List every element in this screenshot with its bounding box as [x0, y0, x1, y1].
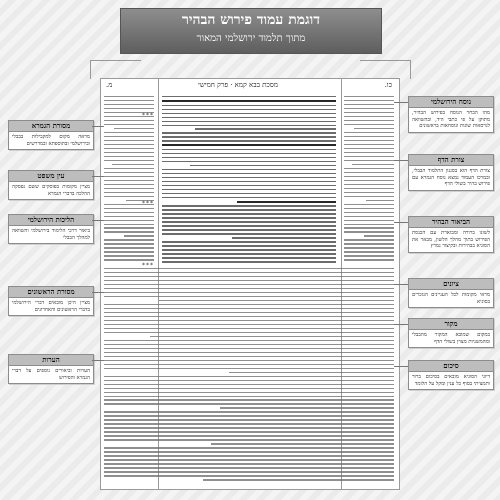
text-line	[104, 384, 394, 385]
text-line	[104, 227, 154, 228]
page-subtitle: מתוך תלמוד ירושלמי המאור	[196, 33, 306, 44]
text-line	[344, 231, 394, 232]
box-title: נוסח הירושלמי	[409, 97, 493, 108]
text-line	[112, 164, 154, 165]
text-line	[104, 184, 154, 185]
connector-line	[394, 366, 408, 367]
text-line	[344, 220, 394, 221]
text-line	[203, 479, 394, 480]
text-line	[344, 112, 394, 113]
text-line	[344, 247, 394, 248]
text-line	[104, 216, 154, 217]
text-line	[344, 192, 394, 193]
section-marker: ***	[142, 200, 154, 207]
box-text: במקום שמובא המקור מהבבלי ומהמשניות מצוין בשולי הדף	[412, 332, 490, 345]
text-line	[104, 224, 154, 225]
text-line	[344, 104, 394, 105]
text-line	[344, 196, 394, 197]
box-title: מקור	[409, 319, 493, 330]
text-line	[104, 280, 394, 281]
text-line	[104, 435, 394, 436]
section-marker: ***	[142, 262, 154, 269]
page-header	[100, 78, 398, 92]
text-line	[344, 156, 394, 157]
box-title: עין משפט	[9, 171, 93, 182]
text-line	[104, 451, 394, 452]
text-line	[104, 439, 394, 440]
text-line	[104, 247, 154, 248]
text-line	[104, 196, 154, 197]
text-line	[162, 117, 336, 118]
box-title: מסורת הגמרא	[9, 121, 93, 132]
text-line	[104, 403, 394, 404]
text-line	[104, 308, 394, 309]
main-commentary-block	[104, 268, 394, 484]
box-title: ציונים	[409, 279, 493, 290]
box-title: צורת הדף	[409, 155, 493, 166]
box-text: מראי מקומות לכל העניינים הנזכרים בסוגיא	[412, 292, 490, 305]
text-line	[162, 249, 336, 250]
text-line	[162, 157, 336, 158]
text-line	[162, 205, 336, 206]
box-tzurat-hadaf	[408, 154, 494, 191]
text-line	[104, 344, 394, 345]
text-line	[104, 467, 394, 468]
text-line	[162, 100, 336, 102]
text-line	[104, 447, 394, 448]
text-line	[104, 180, 154, 181]
text-line	[104, 172, 154, 173]
text-line	[162, 96, 336, 97]
text-line	[104, 419, 394, 420]
text-line	[104, 239, 154, 240]
text-line	[104, 168, 154, 169]
text-line	[162, 125, 336, 126]
text-line	[104, 156, 154, 157]
text-line	[104, 176, 154, 177]
box-text: מראה מקום למקבילות בבבלי ובירושלמי ובתוספתא ובמדרשים	[12, 134, 90, 147]
text-line	[104, 332, 394, 333]
text-line	[344, 132, 394, 133]
connector-line	[394, 160, 408, 161]
text-line	[237, 201, 336, 203]
text-line	[104, 356, 394, 357]
text-line	[104, 144, 154, 145]
text-line	[104, 368, 394, 369]
main-text-block	[162, 96, 336, 264]
connector-right	[360, 60, 411, 79]
page-title: דוגמת עמוד פירוש הבהיר	[182, 12, 320, 28]
text-line	[162, 149, 336, 150]
text-line	[162, 209, 336, 210]
text-line	[344, 255, 394, 256]
left-commentary-text	[104, 96, 154, 264]
box-text: הערות וביאורים נוספים על דברי הגמרא והפירוש	[12, 368, 90, 381]
text-line	[104, 392, 394, 393]
text-line	[104, 304, 394, 305]
box-ein-mishpat	[8, 170, 94, 200]
text-line	[162, 189, 336, 190]
text-line	[162, 229, 336, 230]
box-makor	[408, 318, 494, 348]
connector-line	[394, 222, 408, 223]
text-line	[344, 172, 394, 173]
text-line	[344, 116, 394, 117]
text-line	[229, 372, 394, 373]
text-line	[104, 152, 154, 153]
connector-line	[394, 324, 408, 325]
text-line	[104, 423, 394, 424]
text-line	[104, 192, 154, 193]
text-line	[162, 221, 336, 222]
text-line	[104, 348, 394, 349]
text-line	[162, 261, 336, 262]
text-line	[104, 463, 394, 464]
text-line	[104, 396, 394, 397]
text-line	[162, 241, 336, 242]
text-line	[162, 113, 336, 114]
text-line	[344, 136, 394, 137]
text-line	[366, 200, 395, 201]
text-line	[104, 148, 154, 149]
text-line	[190, 165, 336, 166]
text-line	[211, 443, 394, 444]
box-text: לשונו ברורה ומבוארת עם הכנסת הפירוש בתוך מהלך הלשון, מבאר את הסוגיא בבהירות ובקיצור נמרץ	[412, 230, 490, 250]
text-line	[150, 336, 394, 337]
text-line	[104, 243, 154, 244]
text-line	[104, 136, 154, 137]
text-line	[364, 235, 394, 236]
text-line	[344, 184, 394, 185]
text-line	[104, 316, 394, 317]
box-title: הערות	[9, 355, 93, 366]
text-line	[104, 360, 394, 361]
text-line	[162, 173, 336, 174]
box-text: מציין היכן מובאים דברי הירושלמי בדברי הראשונים והאחרונים	[12, 300, 90, 313]
box-text: מהו הבחר הנוסח בפירוש הבהיר, מתוקן על פי כתבי היד, ובהשוואה לגרסאות שונות ונוסחאות בראשונים	[412, 110, 490, 130]
page-header-center: מסכת בבא קמא · פרק חמישי	[198, 81, 278, 89]
text-line	[104, 411, 394, 412]
text-line	[162, 185, 336, 186]
text-line	[344, 124, 394, 125]
text-line	[104, 276, 394, 277]
text-line	[104, 160, 154, 161]
box-sikum	[408, 360, 494, 390]
box-nusach	[408, 96, 494, 133]
text-line	[162, 193, 336, 194]
text-line	[104, 324, 394, 325]
connector-line	[92, 220, 104, 221]
text-line	[162, 225, 336, 226]
text-line	[104, 471, 394, 472]
text-line	[162, 213, 336, 214]
connector-line	[394, 284, 408, 285]
text-line	[104, 352, 394, 353]
text-line	[104, 251, 154, 252]
text-line	[162, 197, 336, 198]
text-line	[104, 364, 394, 365]
text-line	[104, 231, 154, 232]
text-line	[104, 431, 394, 432]
text-line	[104, 124, 154, 125]
text-line	[104, 140, 154, 141]
text-line	[104, 104, 154, 105]
connector-line	[92, 126, 104, 127]
text-line	[232, 237, 336, 238]
box-text: צורת הדף הוא בסגנון התלמוד הבבלי, ובמרכז העמוד נמצא נוסח הגמרא עם פירוש בהיר בשולי הדף	[412, 168, 490, 188]
text-line	[104, 188, 154, 189]
text-line	[162, 169, 336, 170]
connector-line	[92, 292, 104, 293]
text-line	[344, 188, 394, 189]
text-line	[195, 128, 336, 129]
text-line	[344, 251, 394, 252]
text-line	[104, 459, 394, 460]
text-line	[104, 475, 394, 476]
box-text: מציין מקומות בפוסקים ששם נפסקה ההלכה בדברי הגמרא	[12, 184, 90, 197]
text-line	[104, 220, 154, 221]
text-line	[344, 180, 394, 181]
text-line	[104, 100, 154, 101]
text-line	[344, 148, 394, 149]
section-marker: ***	[142, 112, 154, 119]
text-line	[162, 132, 336, 133]
text-line	[162, 153, 336, 154]
text-line	[352, 164, 394, 165]
text-line	[344, 152, 394, 153]
text-line	[344, 243, 394, 244]
connector-line	[92, 360, 104, 361]
text-line	[162, 121, 336, 122]
text-line	[344, 144, 394, 145]
text-line	[162, 105, 336, 106]
connector-line	[394, 102, 408, 103]
text-line	[162, 217, 336, 218]
text-line	[162, 177, 336, 178]
text-line	[344, 168, 394, 169]
text-line	[344, 224, 394, 225]
text-line	[344, 96, 394, 97]
text-line	[344, 204, 394, 205]
text-line	[104, 255, 154, 256]
page-header-right: כו.	[384, 81, 392, 89]
text-line	[104, 132, 154, 133]
text-line	[104, 376, 394, 377]
box-halichot	[8, 214, 94, 244]
box-masoret-harishonim	[8, 286, 94, 316]
text-line	[344, 108, 394, 109]
title-banner	[120, 8, 382, 54]
box-text: דיוני הסוגיא מובאים בסיכום ברור ותמציתי בסוף כל ענין ומקל על הלומד	[412, 374, 490, 387]
text-line	[162, 181, 336, 182]
text-line	[104, 96, 154, 97]
text-line	[104, 455, 394, 456]
text-line	[344, 216, 394, 217]
text-line	[104, 427, 394, 428]
box-beur	[408, 216, 494, 253]
text-line	[104, 380, 394, 381]
text-line	[104, 108, 154, 109]
text-line	[104, 120, 154, 121]
text-line	[344, 239, 394, 240]
text-line	[104, 399, 394, 400]
page-header-left: מ.	[106, 81, 113, 89]
text-line	[344, 176, 394, 177]
text-line	[162, 144, 336, 146]
text-line	[104, 296, 394, 297]
text-line	[162, 245, 336, 246]
connector-left	[90, 60, 141, 79]
text-line	[104, 312, 394, 313]
connector-line	[92, 176, 104, 177]
text-line	[104, 415, 394, 416]
text-line	[344, 208, 394, 209]
right-commentary-text	[344, 96, 394, 264]
text-line	[114, 128, 155, 129]
text-line	[104, 212, 154, 213]
box-text: ביאור דרכי הלימוד בירושלמי והשוואה למהלך הבבלי	[12, 228, 90, 241]
text-line	[344, 227, 394, 228]
text-line	[162, 233, 336, 234]
text-line	[104, 284, 394, 285]
box-title: הליכות הירושלמי	[9, 215, 93, 226]
text-line	[104, 328, 394, 329]
text-line	[162, 257, 336, 258]
text-line	[344, 259, 394, 260]
text-line	[104, 388, 394, 389]
text-line	[104, 272, 394, 273]
text-line	[344, 120, 394, 121]
text-line	[104, 259, 154, 260]
text-line	[354, 128, 395, 129]
text-line	[159, 300, 394, 301]
text-line	[162, 140, 336, 141]
box-hearot	[8, 354, 94, 384]
text-line	[124, 235, 154, 236]
text-line	[104, 320, 394, 321]
box-masoret-hagemara	[8, 120, 94, 150]
box-title: סיכום	[409, 361, 493, 372]
text-line	[220, 407, 394, 408]
text-line	[104, 292, 394, 293]
text-line	[162, 161, 336, 162]
text-line	[162, 109, 336, 110]
box-title: הביאור הבהיר	[409, 217, 493, 228]
text-line	[162, 253, 336, 254]
text-line	[344, 140, 394, 141]
text-line	[344, 212, 394, 213]
text-line	[104, 208, 154, 209]
text-line	[344, 100, 394, 101]
text-line	[104, 288, 394, 289]
box-title: מסורת הראשונים	[9, 287, 93, 298]
box-tziyunim	[408, 278, 494, 308]
text-line	[344, 160, 394, 161]
text-line	[162, 136, 336, 137]
text-line	[104, 340, 394, 341]
